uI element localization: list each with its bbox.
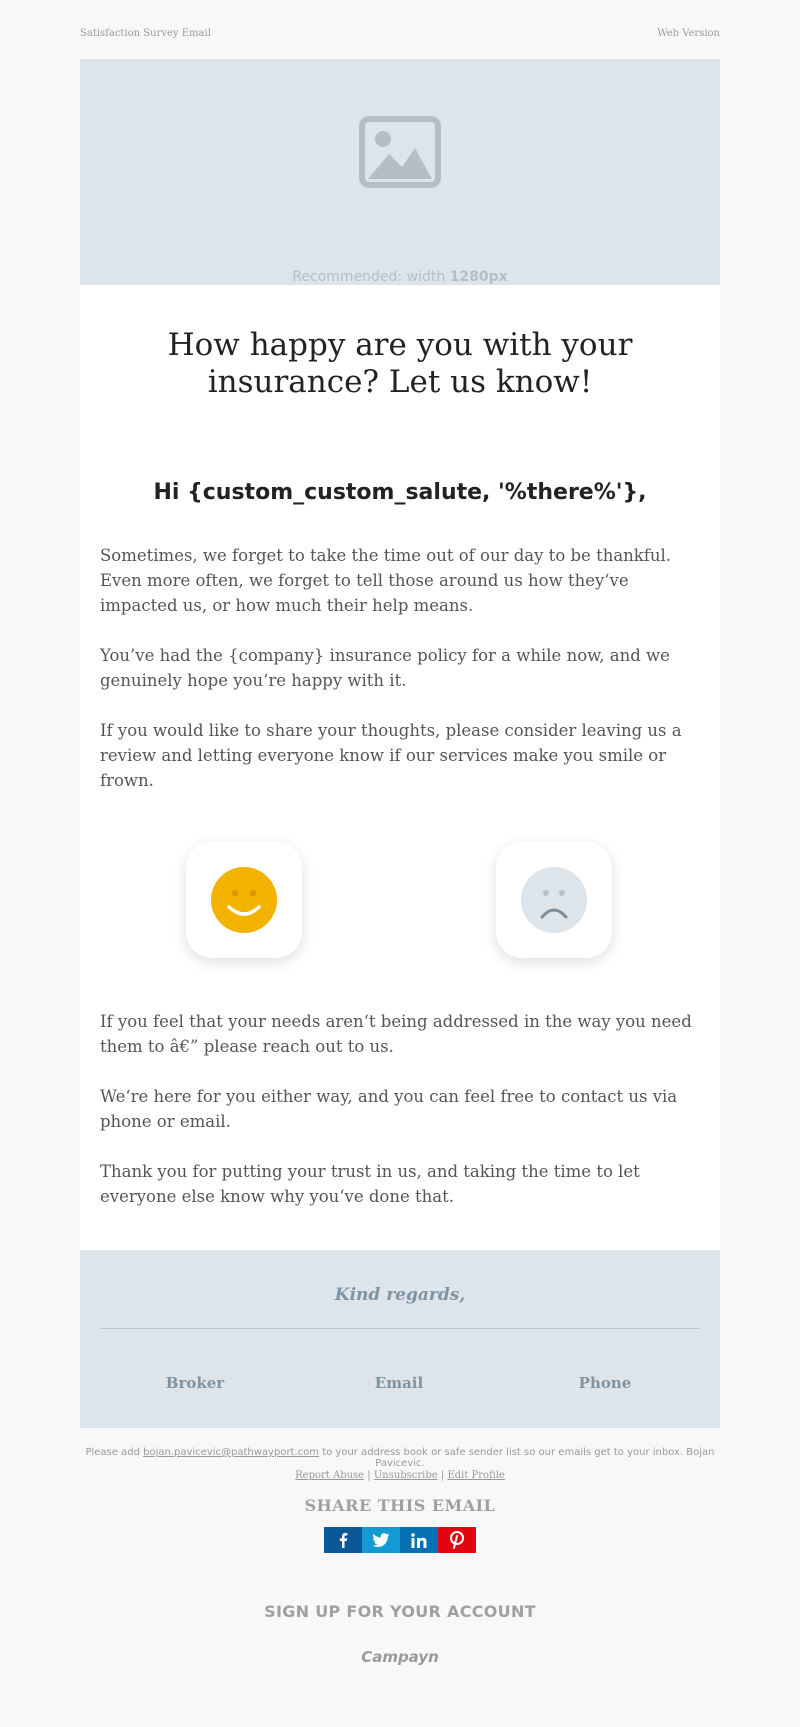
recommended-value: 1280px bbox=[449, 269, 508, 285]
social-share-buttons bbox=[324, 1527, 476, 1553]
footer-links bbox=[80, 1470, 720, 1481]
contact-phone[interactable]: Phone bbox=[578, 1374, 632, 1392]
address-book-notice bbox=[80, 1447, 720, 1469]
happy-face-icon bbox=[211, 867, 277, 933]
image-placeholder-icon bbox=[359, 116, 441, 188]
headline-line-2: insurance? Let us know! bbox=[207, 364, 593, 400]
link-separator: | bbox=[364, 1470, 374, 1481]
kind-regards: Kind regards, bbox=[334, 1285, 466, 1305]
recommended-text: Recommended: width bbox=[292, 269, 450, 285]
body-paragraph: If you would like to share your thoughts, please consider leaving us a review and letting everyone know if our services make you smile or frown. bbox=[100, 721, 682, 790]
sad-feedback-button[interactable] bbox=[496, 842, 612, 958]
body-paragraph: We‘re here for you either way, and you can feel free to contact us via phone or email. bbox=[100, 1087, 678, 1131]
sender-email-link[interactable]: bojan.pavicevic@pathwayport.com bbox=[143, 1447, 320, 1458]
unsubscribe-link[interactable]: Unsubscribe bbox=[373, 1470, 438, 1481]
preheader-title: Satisfaction Survey Email bbox=[80, 28, 211, 39]
hero-image-placeholder bbox=[80, 59, 720, 285]
greeting: Hi {custom_custom_salute, '%there%'}, bbox=[153, 480, 647, 505]
contact-email[interactable]: Email bbox=[374, 1374, 424, 1392]
headline-line-1: How happy are you with your bbox=[167, 327, 633, 363]
facebook-icon bbox=[336, 1532, 350, 1548]
signature-divider bbox=[100, 1328, 700, 1329]
signup-link[interactable]: SIGN UP FOR YOUR ACCOUNT bbox=[264, 1602, 536, 1621]
main-content bbox=[80, 285, 720, 1250]
happy-feedback-button[interactable] bbox=[186, 842, 302, 958]
page-title bbox=[80, 327, 720, 401]
facebook-share-button[interactable] bbox=[324, 1527, 362, 1553]
preheader bbox=[80, 28, 720, 39]
edit-profile-link[interactable]: Edit Profile bbox=[447, 1470, 505, 1481]
address-post-text: to your address book or safe sender list so our emails get to your inbox. Bojan Pavicevic. bbox=[319, 1447, 715, 1469]
body-paragraph: You’ve had the {company} insurance policy for a while now, and we genuinely hope you‘re happy with it. bbox=[100, 646, 670, 690]
twitter-icon bbox=[372, 1533, 390, 1548]
body-paragraph: Thank you for putting your trust in us, and taking the time to let everyone else know why you‘ve done that. bbox=[100, 1162, 640, 1206]
web-version-link[interactable]: Web Version bbox=[657, 28, 720, 39]
body-paragraph: If you feel that your needs aren‘t being addressed in the way you need them to â€” please reach out to us. bbox=[100, 1012, 692, 1056]
share-title: SHARE THIS EMAIL bbox=[304, 1496, 496, 1515]
body-paragraph: Sometimes, we forget to take the time out of our day to be thankful. Even more often, we forget to tell those around us how they‘ve impacted us, or how much their help means. bbox=[100, 546, 672, 615]
twitter-share-button[interactable] bbox=[362, 1527, 400, 1553]
linkedin-share-button[interactable] bbox=[400, 1527, 438, 1553]
recommended-width-label bbox=[80, 269, 720, 285]
pinterest-icon bbox=[449, 1531, 465, 1549]
signature-box bbox=[80, 1250, 720, 1428]
contact-broker[interactable]: Broker bbox=[165, 1374, 225, 1392]
address-pre-text: Please add bbox=[85, 1447, 144, 1458]
link-separator: | bbox=[437, 1470, 448, 1481]
campayn-logo[interactable]: Campayn bbox=[361, 1648, 439, 1666]
sad-face-icon bbox=[521, 867, 587, 933]
pinterest-share-button[interactable] bbox=[438, 1527, 476, 1553]
linkedin-icon bbox=[411, 1533, 427, 1548]
report-abuse-link[interactable]: Report Abuse bbox=[295, 1470, 365, 1481]
